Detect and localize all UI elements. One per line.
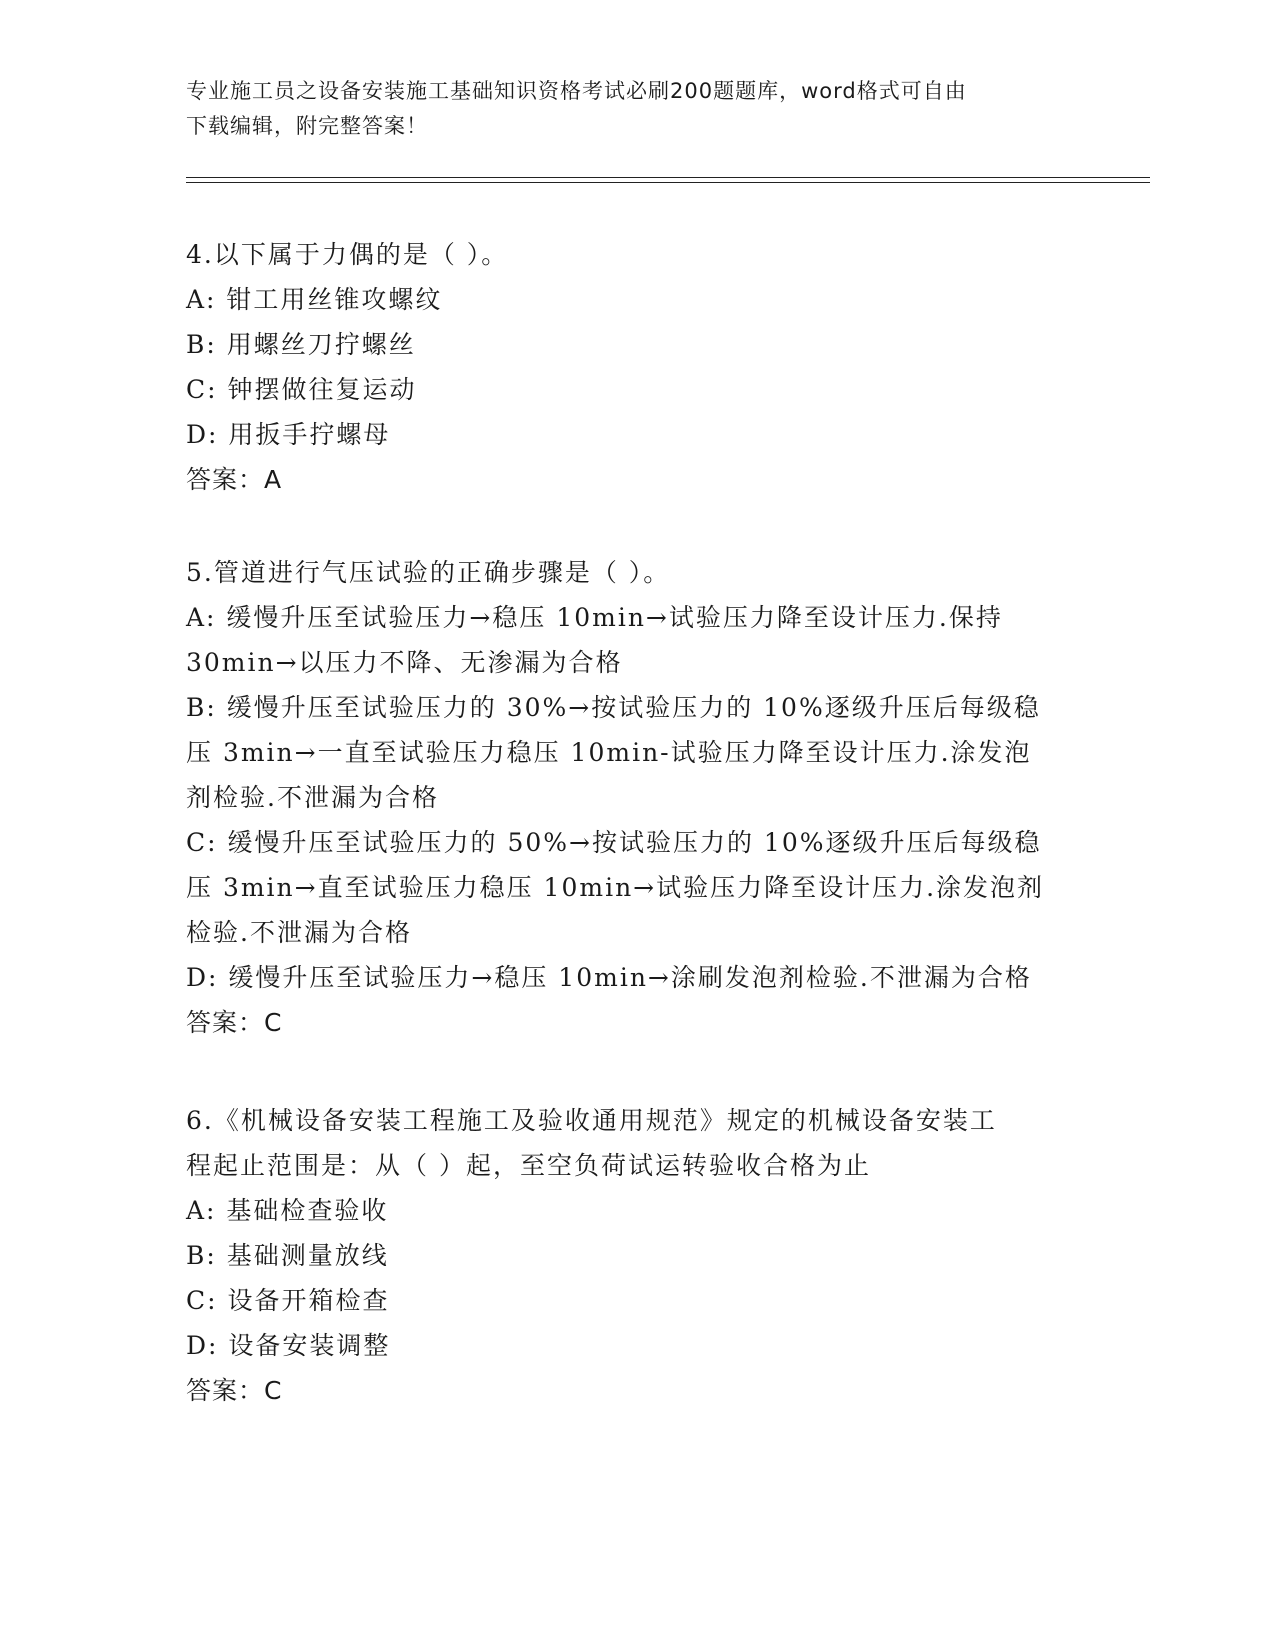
option-b-continued: 压 3min→一直至试验压力稳压 10min-试验压力降至设计压力.涂发泡: [186, 738, 1032, 767]
question-4: [186, 232, 1086, 502]
question-stem: 4.以下属于力偶的是（ ）。: [186, 240, 509, 269]
option-c: C: 钟摆做往复运动: [186, 375, 417, 404]
option-c-continued: 压 3min→直至试验压力稳压 10min→试验压力降至设计压力.涂发泡剂: [186, 873, 1045, 902]
header-divider-top: [186, 177, 1150, 178]
question-stem: 6.《机械设备安装工程施工及验收通用规范》规定的机械设备安装工: [186, 1106, 997, 1135]
header-divider-bottom: [186, 182, 1150, 183]
document-header: [186, 74, 1066, 144]
option-a: A: 缓慢升压至试验压力→稳压 10min→试验压力降至设计压力.保持: [186, 603, 1003, 632]
option-c: C: 设备开箱检查: [186, 1286, 390, 1315]
option-a: A: 钳工用丝锥攻螺纹: [186, 285, 443, 314]
header-title-line-1: 专业施工员之设备安装施工基础知识资格考试必刷200题题库，word格式可自由: [186, 79, 967, 103]
question-stem-continued: 程起止范围是：从（ ）起，至空负荷试运转验收合格为止: [186, 1151, 871, 1180]
question-stem: 5.管道进行气压试验的正确步骤是（ ）。: [186, 558, 671, 587]
answer-line: 答案：C: [186, 1376, 283, 1405]
answer-line: 答案：A: [186, 465, 283, 494]
option-b: B: 基础测量放线: [186, 1241, 389, 1270]
option-d: D: 设备安装调整: [186, 1331, 391, 1360]
option-c: C: 缓慢升压至试验压力的 50%→按试验压力的 10%逐级升压后每级稳: [186, 828, 1042, 857]
question-6: [186, 1098, 1086, 1413]
option-d: D: 缓慢升压至试验压力→稳压 10min→涂刷发泡剂检验.不泄漏为合格: [186, 963, 1032, 992]
option-d: D: 用扳手拧螺母: [186, 420, 391, 449]
option-c-continued: 检验.不泄漏为合格: [186, 918, 412, 947]
option-b: B: 用螺丝刀拧螺丝: [186, 330, 416, 359]
option-b-continued: 剂检验.不泄漏为合格: [186, 783, 439, 812]
answer-line: 答案：C: [186, 1008, 283, 1037]
option-a: A: 基础检查验收: [186, 1196, 389, 1225]
option-a-continued: 30min→以压力不降、无渗漏为合格: [186, 648, 623, 677]
question-5: [186, 550, 1086, 1045]
option-b: B: 缓慢升压至试验压力的 30%→按试验压力的 10%逐级升压后每级稳: [186, 693, 1041, 722]
header-title-line-2: 下载编辑，附完整答案！: [186, 114, 428, 138]
